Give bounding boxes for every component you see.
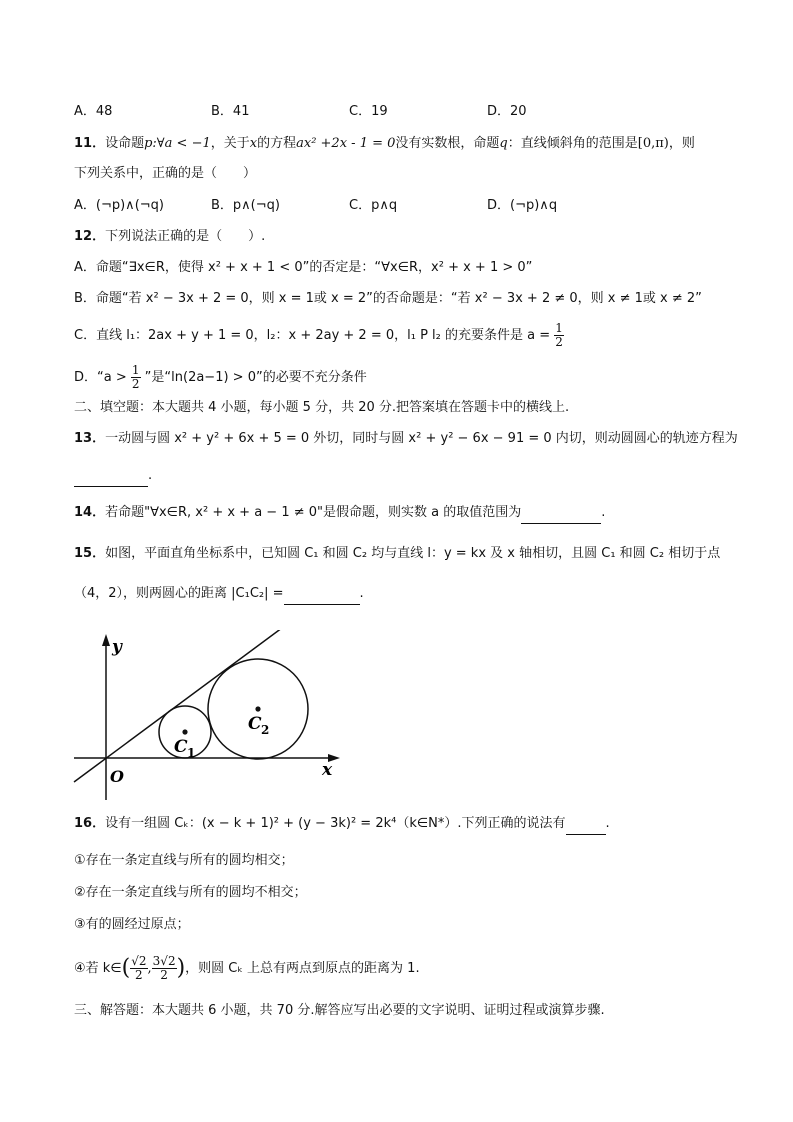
center-c1-dot (182, 729, 187, 734)
section3-heading: 三、解答题：本大题共 6 小题，共 70 分.解答应写出必要的文字说明、证明过程或演算步骤. (74, 1003, 605, 1018)
q16-item-4: ④若 k∈( $\frac{√2}{2}$ , $\frac{3√2}{2}$ )，则圆 Cₖ 上总有两点到原点的距离为 1. (74, 954, 420, 982)
q16-stem: 16．设有一组圆 Cₖ：(x − k + 1)² + (y − 3k)² = 2k⁴（k∈N*）.下列正确的说法有 . (74, 814, 610, 835)
x-axis-label: x (322, 760, 333, 780)
q13-stem: 13．一动圆与圆 x² + y² + 6x + 5 = 0 外切，同时与圆 x² + y² − 6x − 91 = 0 内切，则动圆圆心的轨迹方程为 (74, 431, 738, 446)
q16-item-2: ②存在一条定直线与所有的圆均不相交； (74, 885, 307, 900)
c2-label-subscript: 2 (261, 723, 270, 737)
c2-label: C (248, 714, 262, 734)
q10-option-d: D．20 (487, 104, 527, 119)
q11-stem-line2: 下列关系中，正确的是（ ） (74, 166, 257, 181)
q12-stem: 12．下列说法正确的是（ ）. (74, 229, 266, 244)
origin-label: O (110, 767, 124, 786)
q15-number: 15． (74, 546, 106, 561)
q11-option-c: C．p∧q (349, 198, 398, 213)
q11-proposition-p: p:∀a < −1 (144, 136, 211, 151)
q13-answer-blank[interactable] (74, 466, 148, 487)
q11-range: [0,π) (637, 136, 669, 151)
q11-number: 11． (74, 136, 106, 151)
q15-answer-blank[interactable] (284, 584, 360, 605)
q16-interval-left: $\frac{√2}{2}$ (131, 954, 147, 982)
q16-interval-right: $\frac{3√2}{2}$ (152, 954, 176, 982)
q16-number: 16． (74, 816, 106, 831)
q12-c-fraction: $\frac{1}{2}$ (555, 321, 563, 349)
q16-answer-blank[interactable] (566, 814, 606, 835)
q12-option-a: A．命题“∃x∈R，使得 x² + x + 1 < 0”的否定是：“∀x∈R，x² + x + 1 > 0” (74, 260, 533, 275)
q13-answer-line: . (74, 466, 152, 487)
q12-option-b: B．命题“若 x² − 3x + 2 = 0，则 x = 1或 x = 2”的否命题是：“若 x² − 3x + 2 ≠ 0，则 x ≠ 1或 x ≠ 2” (74, 291, 702, 306)
c1-label-subscript: 1 (187, 746, 196, 760)
q15-stem-line2: （4，2），则两圆心的距离 |C₁C₂| = . (74, 584, 364, 605)
q11-option-b: B．p∧(¬q) (211, 198, 280, 213)
c1-label: C (174, 737, 188, 757)
q14-answer-blank[interactable] (521, 503, 601, 524)
q10-option-c: C．19 (349, 104, 388, 119)
q12-option-c: C．直线 l₁：2ax + y + 1 = 0，l₂：x + 2ay + 2 = 0，l₁ P l₂ 的充要条件是 a = $\frac{1}{2}$ (74, 321, 563, 349)
q14-number: 14． (74, 505, 106, 520)
y-axis-arrow (102, 634, 110, 646)
q16-item-3: ③有的圆经过原点； (74, 917, 190, 932)
q11-equation: ax² +2x - 1 = 0 (296, 136, 396, 151)
q10-option-a: A．48 (74, 104, 113, 119)
section2-heading: 二、填空题：本大题共 4 小题，每小题 5 分，共 20 分.把答案填在答题卡中的横线上. (74, 400, 570, 415)
q11-option-d: D．(¬p)∧q (487, 198, 558, 213)
q12-number: 12． (74, 229, 106, 244)
q12-d-fraction: $\frac{1}{2}$ (131, 363, 140, 391)
circles-figure (70, 630, 350, 805)
q13-number: 13． (74, 431, 106, 446)
y-axis-label: y (112, 637, 122, 657)
q11-stem-line1: 11．设命题p:∀a < −1，关于x的方程ax² +2x - 1 = 0没有实数根，命题q：直线倾斜角的范围是[0,π)，则 (74, 136, 695, 151)
center-c2-dot (255, 706, 260, 711)
q12-option-d: D．“a > $\frac{1}{2}$ ”是“ln(2a−1) > 0”的必要不充分条件 (74, 363, 367, 391)
q15-stem-line1: 15．如图，平面直角坐标系中，已知圆 C₁ 和圆 C₂ 均与直线 l：y = kx 及 x 轴相切，且圆 C₁ 和圆 C₂ 相切于点 (74, 546, 721, 561)
q16-item-1: ①存在一条定直线与所有的圆均相交； (74, 853, 294, 868)
q14-stem: 14．若命题"∀x∈R, x² + x + a − 1 ≠ 0"是假命题，则实数 a 的取值范围为 . (74, 503, 605, 524)
q10-option-b: B．41 (211, 104, 250, 119)
q11-option-a: A．(¬p)∧(¬q) (74, 198, 164, 213)
